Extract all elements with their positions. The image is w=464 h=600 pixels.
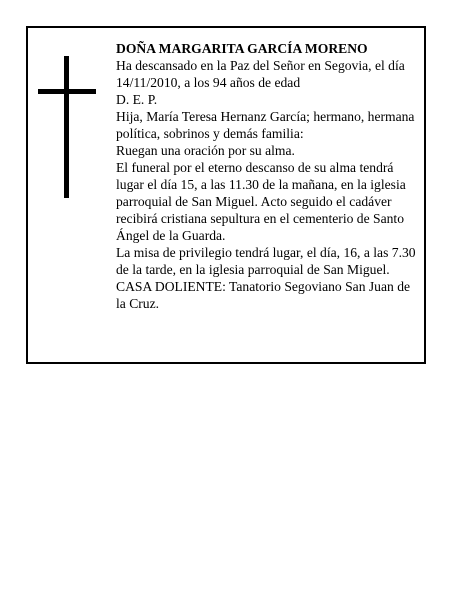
notice-text [116, 40, 420, 312]
mass-details: La misa de privilegio tendrá lugar, el día, 16, a las 7.30 de la tarde, en la iglesia parroquial de San Miguel. [116, 245, 416, 277]
cross-icon [38, 56, 96, 198]
rest-in-peace: D. E. P. [116, 92, 158, 107]
mourning-house: CASA DOLIENTE: Tanatorio Segoviano San Juan de la Cruz. [116, 279, 411, 311]
funeral-details: El funeral por el eterno descanso de su alma tendrá lugar el día 15, a las 11.30 de la mañana, en la iglesia parroquial de San Miguel. Acto seguido el cadáver recibirá cristiana sepultura en el cementerio de Santo Ángel de la Guarda. [116, 160, 406, 243]
prayer-request: Ruegan una oración por su alma. [116, 143, 295, 158]
family-members: Hija, María Teresa Hernanz García; hermano, hermana política, sobrinos y demás familia: [116, 109, 415, 141]
death-announcement: Ha descansado en la Paz del Señor en Segovia, el día 14/11/2010, a los 94 años de edad [116, 58, 405, 90]
cross-horizontal-bar [38, 89, 96, 94]
obituary-notice [26, 26, 426, 364]
cross-vertical-bar [64, 56, 69, 198]
deceased-name: DOÑA MARGARITA GARCÍA MORENO [116, 41, 368, 56]
